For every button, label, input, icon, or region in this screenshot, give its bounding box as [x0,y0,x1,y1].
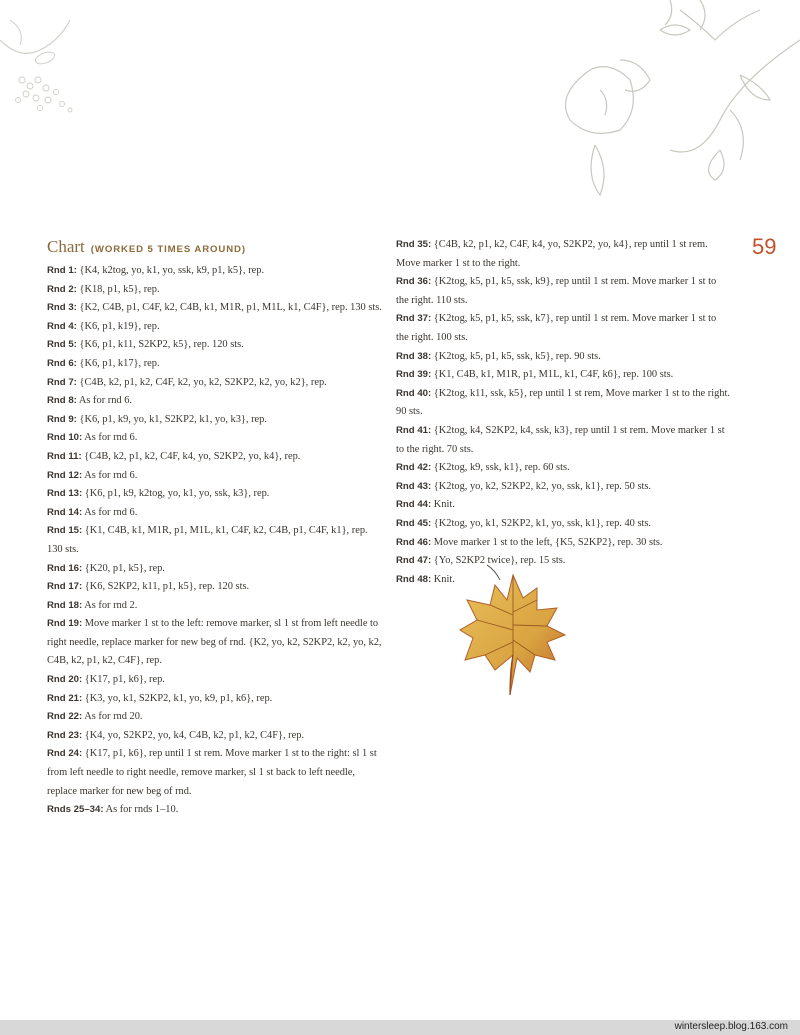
chart-title: Chart [47,237,85,256]
round-text: As for rnd 20. [84,711,143,723]
round-text: {K17, p1, k6}, rep. [84,674,165,686]
instruction-row [47,448,383,467]
round-label: Rnd 3: [47,302,77,314]
round-label: Rnd 16: [47,562,83,574]
round-text: Move marker 1 st to the left: remove marker, sl 1 st from left needle to right needle, replace marker for new beg of rnd. {K2, yo, k2, S2KP2, k2, yo, k2, C4B, k2, p1, k2, C4F}, rep. [47,618,382,667]
instruction-row [396,515,730,534]
instruction-row [47,355,383,374]
round-text: {K6, S2KP2, k11, p1, k5}, rep. 120 sts. [84,581,250,593]
right-rows-list [396,236,730,589]
floral-branch-icon [500,0,800,220]
instruction-row [396,534,730,553]
round-label: Rnd 10: [47,432,83,444]
round-label: Rnd 44: [396,499,432,511]
chart-subtitle: (WORKED 5 TIMES AROUND) [90,244,246,255]
round-label: Rnd 11: [47,450,82,462]
instruction-row [47,318,383,337]
instruction-row [47,690,383,709]
maple-leaf-icon [455,560,570,705]
round-label: Rnd 37: [396,313,432,325]
instruction-row [47,485,383,504]
round-text: {K2, C4B, p1, C4F, k2, C4B, k1, M1R, p1, M1L, k1, C4F}, rep. 130 sts. [79,302,382,314]
instruction-row [47,467,383,486]
instruction-row [47,597,383,616]
instruction-row [47,429,383,448]
round-text: {K2tog, yo, k1, S2KP2, k1, yo, ssk, k1}, rep. 40 sts. [433,517,652,529]
round-label: Rnd 7: [47,376,77,388]
instruction-row [396,348,730,367]
round-text: {C4B, k2, p1, k2, C4F, k4, yo, S2KP2, yo, k4}, rep. [84,450,301,462]
round-label: Rnd 47: [396,555,432,567]
round-label: Rnd 13: [47,488,83,500]
round-text: {K2tog, k4, S2KP2, k4, ssk, k3}, rep until 1 st rem. Move marker 1 st to the right. 70 sts. [396,424,725,455]
instruction-row [396,459,730,478]
instruction-row [47,504,383,523]
round-label: Rnd 14: [47,506,83,518]
round-text: {C4B, k2, p1, k2, C4F, k2, yo, k2, S2KP2, k2, yo, k2}, rep. [79,376,327,388]
round-label: Rnd 43: [396,480,432,492]
round-label: Rnd 23: [47,729,83,741]
instruction-row [396,422,730,459]
instruction-row [47,299,383,318]
round-text: {K2tog, k11, ssk, k5}, rep until 1 st rem, Move marker 1 st to the right. 90 sts. [396,387,730,418]
round-label: Rnd 4: [47,320,77,332]
round-text: Move marker 1 st to the left, {K5, S2KP2}, rep. 30 sts. [433,536,663,548]
round-label: Rnd 46: [396,536,432,548]
instruction-row [396,366,730,385]
round-label: Rnd 21: [47,692,83,704]
instruction-row [396,496,730,515]
round-text: Knit. [433,573,455,585]
watermark-text: wintersleep.blog.163.com [674,1021,788,1032]
instruction-row [396,385,730,422]
instruction-row [47,671,383,690]
round-label: Rnd 9: [47,413,77,425]
round-text: {K4, k2tog, yo, k1, yo, ssk, k9, p1, k5}, rep. [79,265,265,276]
instruction-row [47,578,383,597]
round-text: Knit. [433,499,455,511]
round-text: {K4, yo, S2KP2, yo, k4, C4B, k2, p1, k2, C4F}, rep. [84,729,305,741]
round-label: Rnd 48: [396,573,432,585]
round-text: {K6, p1, k17}, rep. [79,357,160,369]
round-label: Rnd 39: [396,369,432,381]
round-label: Rnd 40: [396,387,432,399]
round-text: {K1, C4B, k1, M1R, p1, M1L, k1, C4F, k6}, rep. 100 sts. [433,369,674,381]
instruction-row [47,411,383,430]
round-label: Rnd 17: [47,581,83,593]
round-label: Rnd 38: [396,350,432,362]
instruction-row [47,745,383,801]
round-text: {Yo, S2KP2 twice}, rep. 15 sts. [433,555,566,567]
instructions-left-column [47,236,383,820]
page-number: 59 [752,234,777,259]
round-label: Rnd 20: [47,674,83,686]
round-label: Rnd 15: [47,525,83,537]
instruction-row [396,236,730,273]
round-text: As for rnd 2. [84,599,138,611]
round-label: Rnds 25–34: [47,804,104,816]
round-text: {K2tog, k5, p1, k5, ssk, k7}, rep until 1 st rem. Move marker 1 st to the right. 100 sts. [396,313,717,343]
round-text: As for rnd 6. [84,506,138,518]
round-text: {K6, p1, k19}, rep. [79,320,160,332]
instruction-row [396,478,730,497]
instruction-row [47,374,383,393]
round-text: As for rnd 6. [84,469,138,481]
round-label: Rnd 35: [396,239,432,250]
round-text: {K2tog, k5, p1, k5, ssk, k9}, rep until 1 st rem. Move marker 1 st to the right. 110 sts. [396,276,717,306]
chart-heading [47,236,383,261]
round-text: As for rnds 1–10. [105,804,179,816]
round-text: {K6, p1, k9, k2tog, yo, k1, yo, ssk, k3}, rep. [84,488,270,500]
instruction-row [47,615,383,671]
round-text: {K2tog, yo, k2, S2KP2, k2, yo, ssk, k1}, rep. 50 sts. [433,480,652,492]
round-label: Rnd 36: [396,276,432,288]
instruction-row [396,273,730,310]
round-text: {K2tog, k9, ssk, k1}, rep. 60 sts. [433,462,570,474]
round-text: {K6, p1, k9, yo, k1, S2KP2, k1, yo, k3}, rep. [79,413,267,425]
round-label: Rnd 2: [47,283,77,295]
round-label: Rnd 5: [47,339,77,351]
round-text: {K20, p1, k5}, rep. [84,562,165,574]
round-label: Rnd 1: [47,265,77,276]
floral-corner-left-icon [0,0,90,120]
instruction-row [47,281,383,300]
round-text: {K1, C4B, k1, M1R, p1, M1L, k1, C4F, k2, C4B, p1, C4F, k1}, rep. 130 sts. [47,525,368,555]
instruction-row [47,522,383,559]
round-label: Rnd 8: [47,395,77,407]
round-label: Rnd 19: [47,618,83,630]
round-label: Rnd 42: [396,462,432,474]
round-text: {K2tog, k5, p1, k5, ssk, k5}, rep. 90 sts. [433,350,601,362]
round-label: Rnd 18: [47,599,83,611]
round-label: Rnd 22: [47,711,83,723]
instruction-row [47,708,383,727]
instruction-row [47,727,383,746]
round-label: Rnd 24: [47,748,83,760]
left-rows-list [47,262,383,820]
round-text: As for rnd 6. [78,395,132,407]
round-label: Rnd 41: [396,424,432,436]
round-text: {K6, p1, k11, S2KP2, k5}, rep. 120 sts. [79,339,244,351]
instructions-right-column [396,236,730,589]
round-label: Rnd 12: [47,469,83,481]
instruction-row [47,392,383,411]
round-text: {K17, p1, k6}, rep until 1 st rem. Move marker 1 st to the right: sl 1 st from left needle to right needle, remove marker, sl 1 st back to left needle, replace marker for new beg of rnd. [47,748,377,797]
round-text: As for rnd 6. [84,432,138,444]
footer-bar [0,1020,800,1035]
round-text: {C4B, k2, p1, k2, C4F, k4, yo, S2KP2, yo, k4}, rep until 1 st rem. Move marker 1 st to the right. [396,239,708,269]
instruction-row [47,262,383,281]
instruction-row [47,801,383,820]
instruction-row [47,336,383,355]
round-text: {K18, p1, k5}, rep. [79,283,160,295]
instruction-row [396,310,730,347]
round-text: {K3, yo, k1, S2KP2, k1, yo, k9, p1, k6}, rep. [84,692,273,704]
round-label: Rnd 45: [396,517,432,529]
instruction-row [47,560,383,579]
round-label: Rnd 6: [47,357,77,369]
